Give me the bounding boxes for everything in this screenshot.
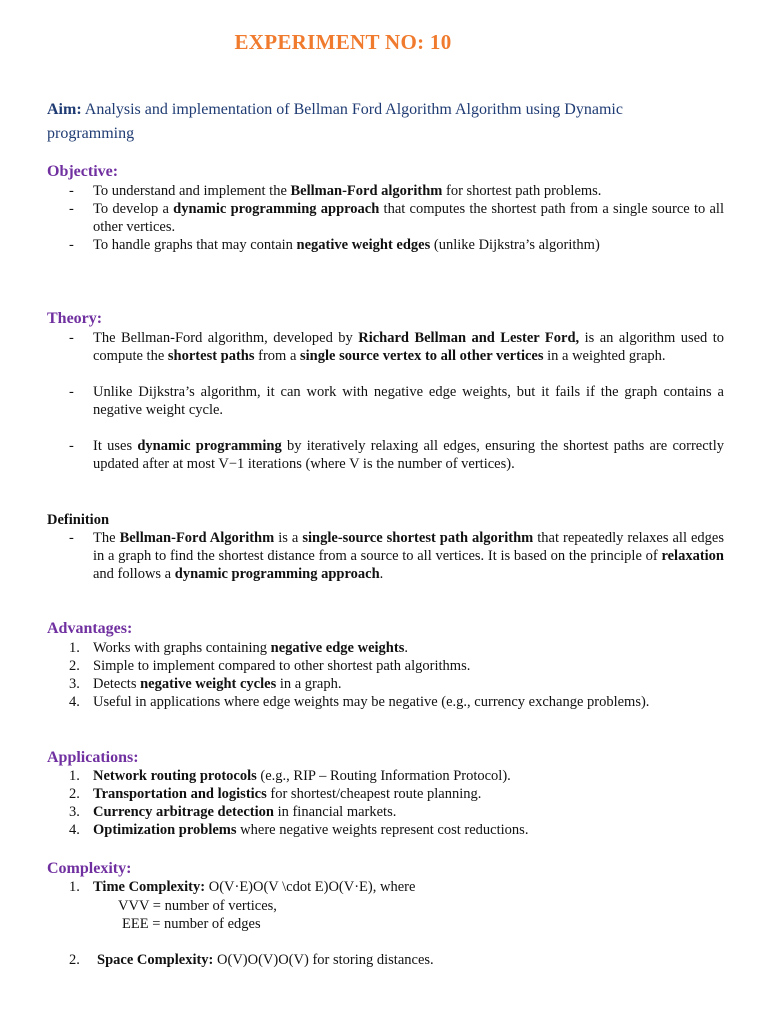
text-run: To handle graphs that may contain: [93, 237, 297, 253]
theory-item: [47, 329, 724, 365]
text-run: that repeatedly relaxes all edges in a graph to find the shortest distance from a source to all vertices. It is based on the principle of: [93, 530, 725, 564]
text-run: The: [93, 530, 120, 546]
bold-term: Network routing protocols: [93, 768, 257, 784]
edges-definition: EEE = number of edges: [122, 916, 261, 932]
list-number: 4.: [69, 694, 80, 710]
applications-item: [47, 821, 724, 839]
bullet-dash: -: [69, 438, 74, 454]
text-run: .: [379, 566, 384, 582]
bullet-dash: -: [69, 183, 74, 199]
applications-heading: Applications:: [47, 749, 139, 766]
theory-item-text: [93, 329, 724, 365]
bold-term: relaxation: [661, 548, 724, 564]
text-run: is an algorithm used to compute the: [93, 330, 725, 364]
theory-item: [47, 383, 724, 419]
definition-item-text: [93, 529, 724, 583]
objective-item: [47, 236, 724, 254]
bold-term: dynamic programming: [137, 438, 282, 454]
time-complexity-label: Time Complexity:: [93, 879, 206, 895]
applications-item-text: [93, 821, 724, 839]
bold-term: negative weight edges: [296, 237, 431, 253]
bold-term: shortest paths: [167, 348, 255, 364]
text-run: in a weighted graph.: [543, 348, 666, 364]
advantages-item: [47, 639, 724, 657]
text-run: by iteratively relaxing all edges, ensuring the shortest paths are correctly updated after at most V−1 iterations (where V is the number of vertices).: [93, 438, 724, 472]
applications-list: [47, 767, 724, 839]
bullet-dash: -: [69, 330, 74, 346]
applications-item-text: [93, 803, 724, 821]
list-number: 2.: [69, 786, 80, 802]
applications-item-text: [93, 785, 724, 803]
text-run: where negative weights represent cost reductions.: [236, 822, 529, 838]
text-run: Simple to implement compared to other shortest path algorithms.: [93, 658, 471, 674]
space-complexity-number: 2.: [69, 952, 80, 968]
bold-term: dynamic programming approach: [174, 566, 380, 582]
aim-label: Aim:: [47, 101, 82, 118]
list-number: 1.: [69, 768, 80, 784]
list-number: 3.: [69, 676, 80, 692]
text-run: (e.g., RIP – Routing Information Protocol).: [256, 768, 511, 784]
text-run: that computes the shortest path from a single source to all other vertices.: [93, 201, 724, 235]
experiment-title: EXPERIMENT NO: 10: [234, 30, 452, 54]
advantages-item: [47, 657, 724, 675]
text-run: Works with graphs containing: [93, 640, 271, 656]
time-complexity-number: 1.: [69, 879, 80, 895]
text-run: .: [404, 640, 408, 656]
theory-list: [47, 329, 724, 473]
text-run: To develop a: [93, 201, 174, 217]
list-number: 2.: [69, 658, 80, 674]
theory-item: [47, 437, 724, 473]
definition-item: [47, 529, 724, 583]
text-run: for shortest path problems.: [442, 183, 602, 199]
bold-term: single source vertex to all other vertices: [300, 348, 544, 364]
bullet-dash: -: [69, 237, 74, 253]
text-run: and follows a: [93, 566, 175, 582]
bold-term: Currency arbitrage detection: [93, 804, 274, 820]
bold-term: Bellman-Ford Algorithm: [119, 530, 275, 546]
objective-item-text: [93, 200, 724, 236]
bullet-dash: -: [69, 201, 74, 217]
time-complexity-line: [93, 878, 415, 896]
text-run: Unlike Dijkstra’s algorithm, it can work with negative edge weights, but it fails if the graph contains a negative weight cycle.: [93, 384, 724, 418]
aim-text: Analysis and implementation of Bellman Ford Algorithm Algorithm using Dynamic programming: [47, 101, 623, 142]
applications-item-text: [93, 767, 724, 785]
objective-item-text: [93, 182, 724, 200]
bold-term: dynamic programming approach: [173, 201, 380, 217]
bold-term: Richard Bellman and Lester Ford,: [358, 330, 580, 346]
text-run: Useful in applications where edge weights may be negative (e.g., currency exchange problems).: [93, 694, 650, 710]
text-run: for shortest/cheapest route planning.: [266, 786, 482, 802]
aim-paragraph: [47, 98, 687, 146]
bold-term: single-source shortest path algorithm: [302, 530, 534, 546]
advantages-item-text: [93, 639, 724, 657]
bold-term: Optimization problems: [93, 822, 237, 838]
objective-item-text: [93, 236, 724, 254]
space-complexity-text: O(V)O(V)O(V) for storing distances.: [213, 952, 434, 968]
text-run: (unlike Dijkstra’s algorithm): [430, 237, 600, 253]
text-run: from a: [254, 348, 301, 364]
theory-item-text: [93, 437, 724, 473]
text-run: in financial markets.: [273, 804, 397, 820]
advantages-item: [47, 675, 724, 693]
advantages-heading: Advantages:: [47, 620, 133, 637]
bold-term: negative edge weights: [270, 640, 405, 656]
text-run: Detects: [93, 676, 141, 692]
space-complexity-label: Space Complexity:: [97, 952, 214, 968]
advantages-item: [47, 693, 724, 711]
bold-term: Bellman-Ford algorithm: [290, 183, 443, 199]
objective-heading: Objective:: [47, 163, 119, 180]
list-number: 4.: [69, 822, 80, 838]
advantages-item-text: [93, 675, 724, 693]
complexity-heading: Complexity:: [47, 860, 132, 877]
bold-term: Transportation and logistics: [93, 786, 267, 802]
text-run: The Bellman-Ford algorithm, developed by: [93, 330, 359, 346]
bullet-dash: -: [69, 384, 74, 400]
definition-list: [47, 529, 724, 583]
vertices-definition: VVV = number of vertices,: [118, 898, 277, 914]
definition-heading: Definition: [47, 512, 110, 528]
theory-heading: Theory:: [47, 310, 103, 327]
theory-item-text: [93, 383, 724, 419]
bold-term: negative weight cycles: [140, 676, 277, 692]
space-complexity-line: [97, 951, 434, 969]
time-complexity-text: O(V·E)O(V \cdot E)O(V·E), where: [205, 879, 416, 895]
advantages-item-text: [93, 693, 724, 711]
text-run: It uses: [93, 438, 138, 454]
advantages-item-text: [93, 657, 724, 675]
objective-item: [47, 200, 724, 236]
advantages-list: [47, 639, 724, 711]
list-number: 1.: [69, 640, 80, 656]
objective-item: [47, 182, 724, 200]
text-run: in a graph.: [276, 676, 342, 692]
applications-item: [47, 767, 724, 785]
objective-list: [47, 182, 724, 254]
applications-item: [47, 785, 724, 803]
applications-item: [47, 803, 724, 821]
bullet-dash: -: [69, 530, 74, 546]
text-run: is a: [274, 530, 303, 546]
text-run: To understand and implement the: [93, 183, 291, 199]
list-number: 3.: [69, 804, 80, 820]
